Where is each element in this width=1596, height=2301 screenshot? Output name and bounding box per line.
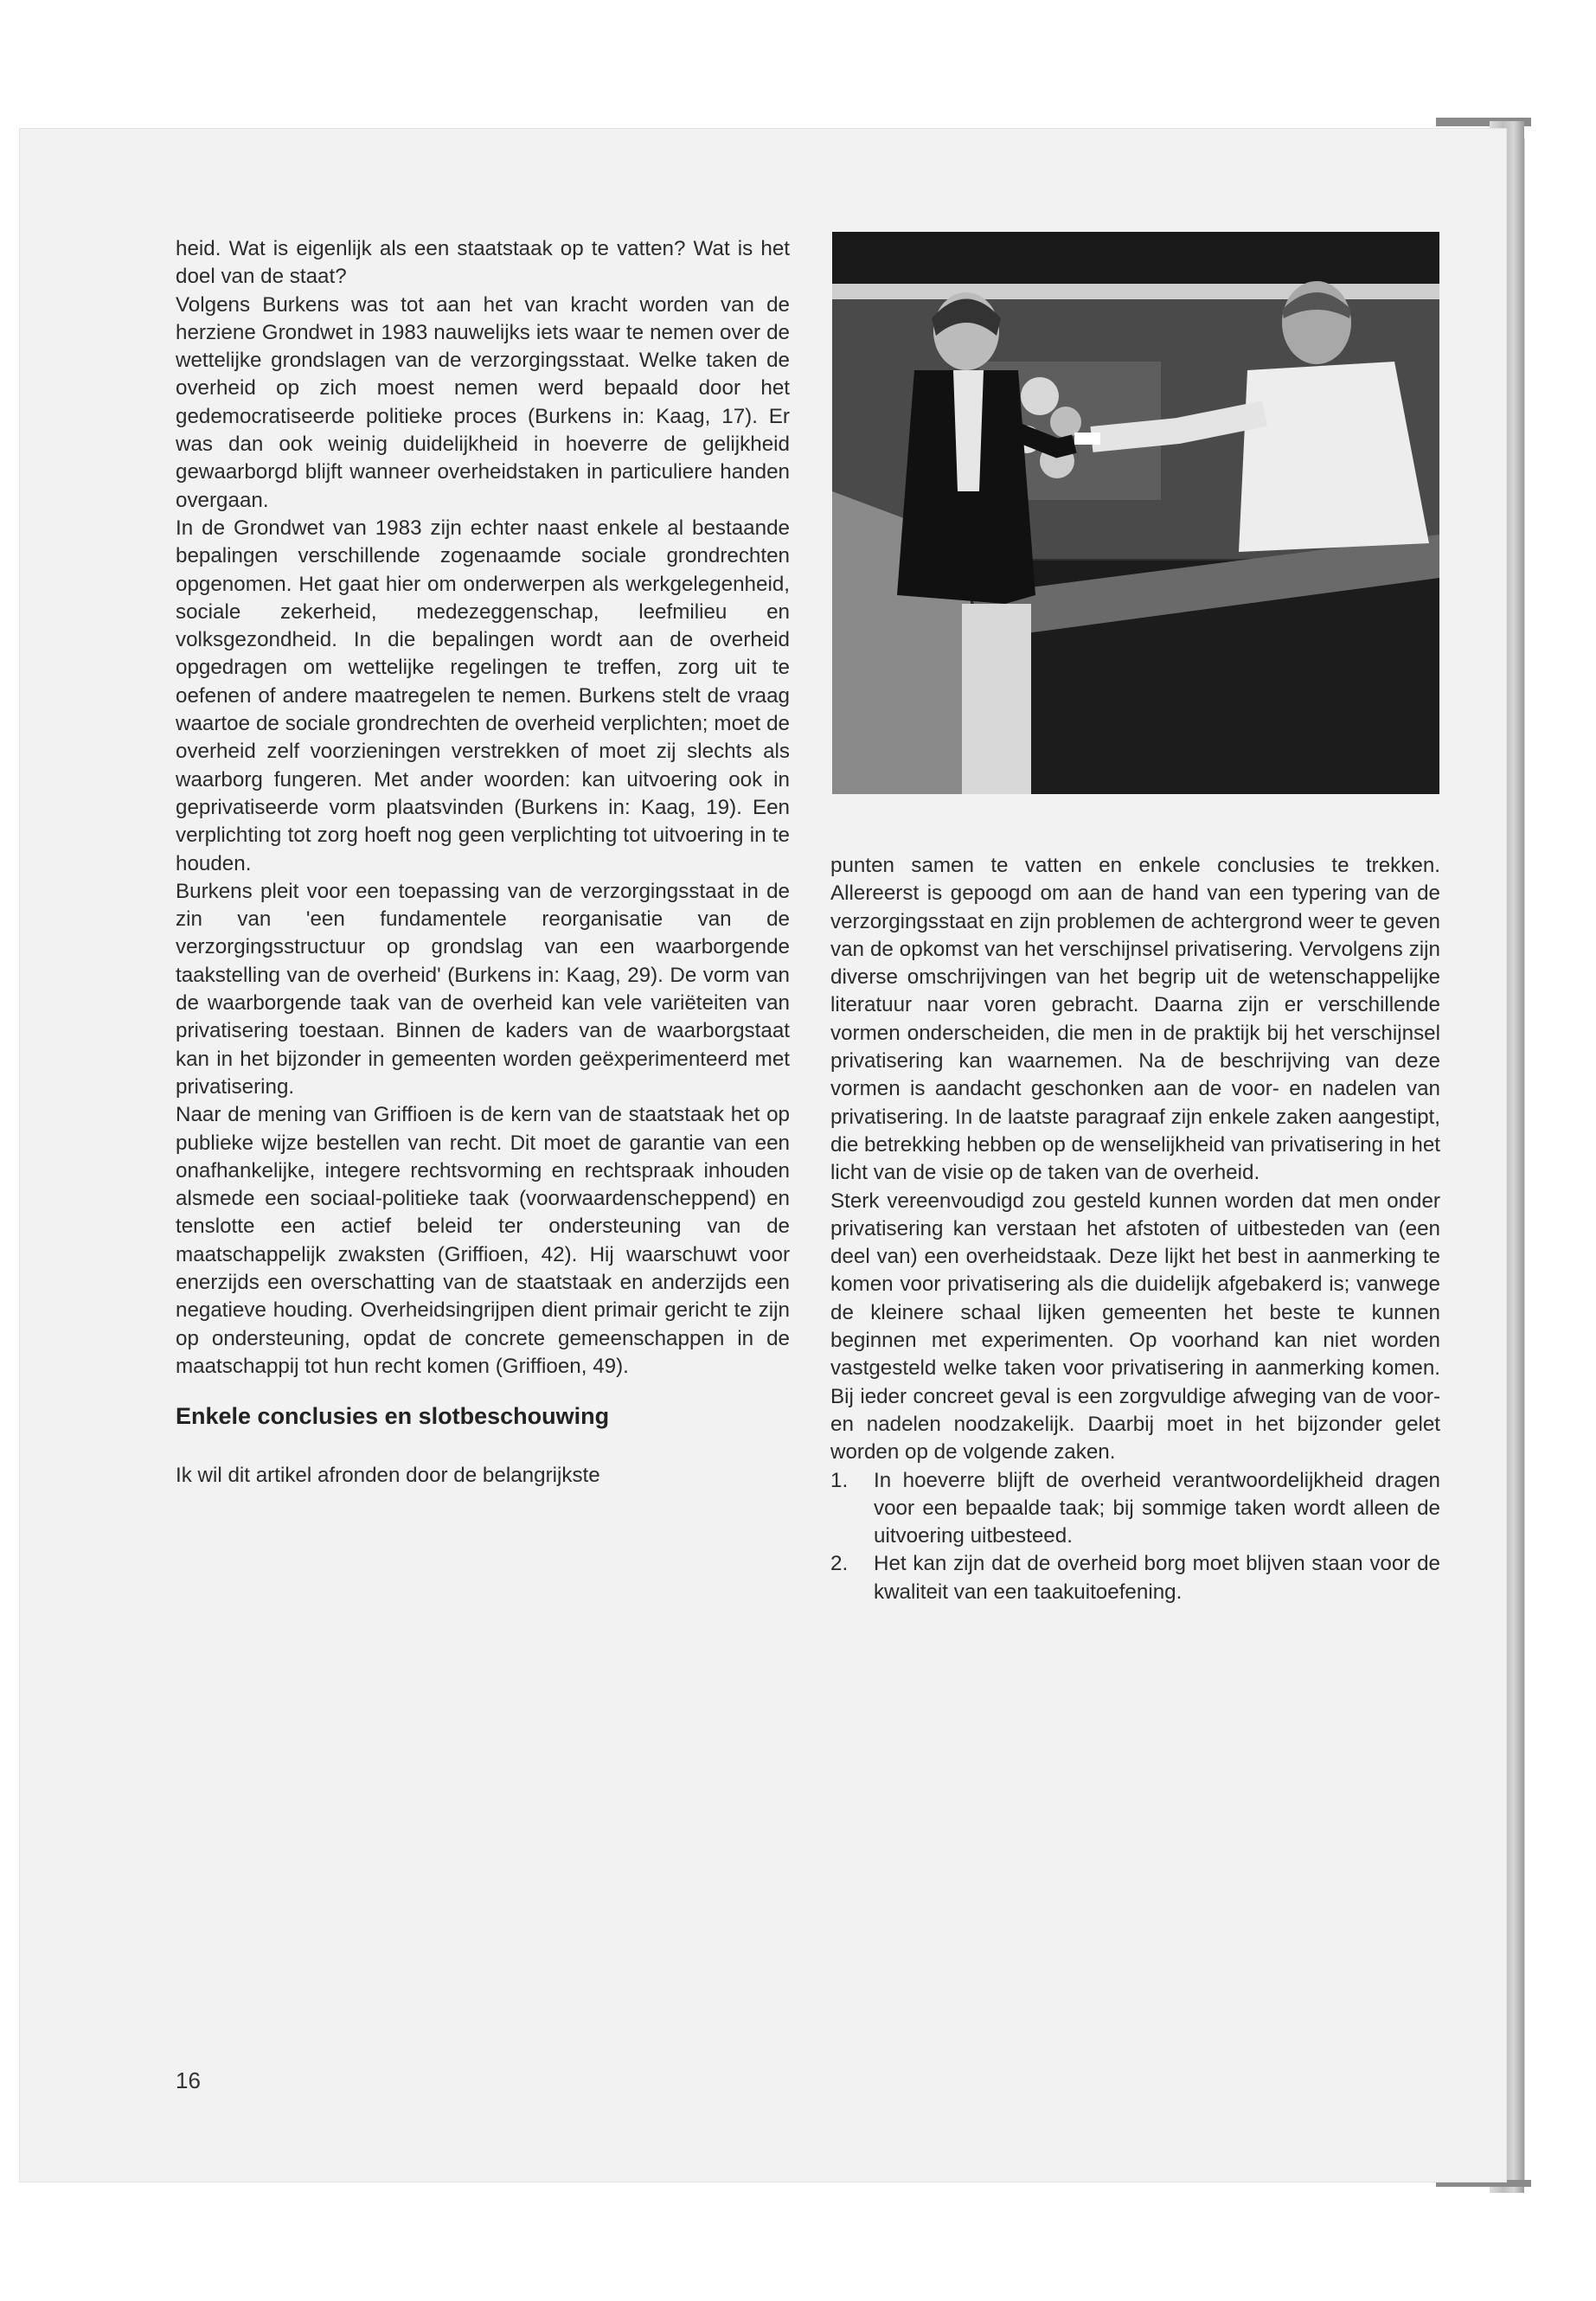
left-paragraph-6: Ik wil dit artikel afronden door de belangrijkste — [176, 1464, 600, 1488]
left-column — [176, 235, 790, 1490]
adjacent-page-edge — [1524, 138, 1596, 2180]
numbered-list — [830, 1467, 1440, 1606]
photo-illustration — [832, 232, 1439, 794]
list-item-text: Het kan zijn dat de overheid borg moet blijven staan voor de kwaliteit van een taakuitoefening. — [874, 1552, 1440, 1604]
left-paragraph-4: Burkens pleit voor een toepassing van de verzorgingsstaat in de zin van 'een fundamentele reorganisatie van de verzorgingsstructuur op grondslag van een waarborgende taakstelling van de overheid' (Burkens in: Kaag, 29). De vorm van de waarborgende taak van de overheid kan vele variëteiten van privatisering toestaan. Binnen de kaders van de waarborgstaat kan in het bijzonder in gemeenten worden geëxperimenteerd met privatisering. — [176, 879, 790, 1099]
right-paragraph-1: punten samen te vatten en enkele conclusies te trekken. Allereerst is gepoogd om aan de hand van een typering van de verzorgingsstaat en zijn problemen de achtergrond weer te geven van de opkomst van het verschijnsel privatisering. Vervolgens zijn diverse omschrijvingen van het begrip uit de wetenschappelijke literatuur naar voren gebracht. Daarna zijn er verschillende vormen onderscheiden, die men in de praktijk bij het verschijnsel privatisering kan waarnemen. Na de beschrijving van deze vormen is aandacht geschonken aan de voor- en nadelen van privatisering. In de laatste paragraaf zijn enkele zaken aangestipt, die betrekking hebben op de wenselijkheid van privatisering in het licht van de visie op de taken van de overheid. — [830, 854, 1440, 1185]
section-heading: Enkele conclusies en slotbeschouwing — [176, 1403, 610, 1430]
left-paragraph-1: heid. Wat is eigenlijk als een staatstaak op te vatten? Wat is het doel van de staat? — [176, 237, 790, 289]
right-column — [830, 852, 1440, 1606]
left-paragraph-5: Naar de mening van Griffioen is de kern van de staatstaak het op publieke wijze bestellen van recht. Dit moet de garantie van een onafhankelijke, integere rechtsvorming en rechtspraak inhouden alsmede een sociaal-politieke taak (voorwaardenscheppend) en tenslotte een actief beleid ter ondersteuning van de maatschappelijk zwaksten (Griffioen, 42). Hij waarschuwt voor enerzijds een overschatting van de staatstaak en anderzijds een negatieve houding. Overheidsingrijpen dient primair gericht te zijn op ondersteuning, opdat de concrete gemeenschappen in de maatschappij tot hun recht komen (Griffioen, 49). — [176, 1103, 790, 1378]
list-item — [830, 1467, 1440, 1551]
page-number: 16 — [176, 2067, 201, 2093]
left-paragraph-3: In de Grondwet van 1983 zijn echter naast enkele al bestaande bepalingen verschillende zogenaamde sociale grondrechten opgenomen. Het gaat hier om onderwerpen als werkgelegenheid, sociale zekerheid, medezeggenschap, leefmilieu en volksgezondheid. In die bepalingen wordt aan de overheid opgedragen om wettelijke regelingen te treffen, zorg uit te oefenen of andere maatregelen te nemen. Burkens stelt de vraag waartoe de sociale grondrechten de overheid verplichten; moet de overheid zelf voorzieningen verstrekken of moet zij slechts als waarborg fungeren. Met ander woorden: kan uitvoering ook in geprivatiseerde vorm plaatsvinden (Burkens in: Kaag, 19). Een verplichting tot zorg hoeft nog geen verplichting tot uitvoering in te houden. — [176, 516, 790, 875]
list-item-number: 2. — [830, 1552, 849, 1576]
list-item-number: 1. — [830, 1468, 849, 1492]
left-paragraph-2: Volgens Burkens was tot aan het van kracht worden van de herziene Grondwet in 1983 nauwelijks iets waar te nemen over de wettelijke grondslagen van de verzorgingsstaat. Welke taken de overheid op zich moest nemen werd bepaald door het gedemocratiseerde politieke proces (Burkens in: Kaag, 17). Er was dan ook weinig duidelijkheid in hoeverre de gelijkheid gewaarborgd blijft wanneer overheidstaken in particuliere handen overgaan. — [176, 292, 790, 512]
photo-two-men-handshake — [832, 232, 1439, 794]
list-item — [830, 1550, 1440, 1606]
right-paragraph-2: Sterk vereenvoudigd zou gesteld kunnen worden dat men onder privatisering kan verstaan het afstoten of uitbesteden van (een deel van) een overheidstaak. Deze lijkt het best in aanmerking te komen voor privatisering als die duidelijk afgebakerd is; vanwege de kleinere schaal lijken gemeenten het beste te kunnen beginnen met experimenten. Op voorhand kan niet worden vastgesteld welke taken voor privatisering in aanmerking komen. Bij ieder concreet geval is een zorgvuldige afweging van de voor- en nadelen noodzakelijk. Daarbij moet in het bijzonder gelet worden op de volgende zaken. — [830, 1189, 1440, 1465]
list-item-text: In hoeverre blijft de overheid verantwoordelijkheid dragen voor een bepaalde taak; bij sommige taken wordt alleen de uitvoering uitbesteed. — [874, 1468, 1440, 1548]
